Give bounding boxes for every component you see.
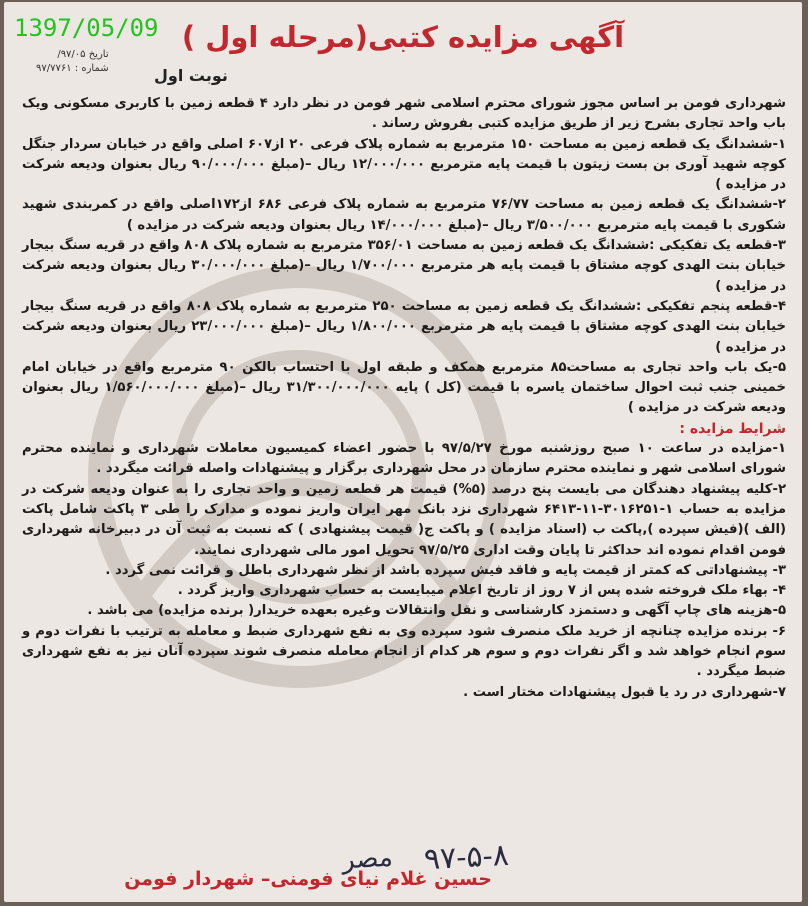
handwritten-note: مصر: [341, 842, 394, 876]
signature-line: حسین غلام نیای فومنی– شهردار فومن: [124, 868, 492, 890]
number-line: شماره : ۹۷/۷۷۶۱: [36, 63, 109, 74]
list-item: ۲-ششدانگ یک قطعه زمین به مساحت ۷۶/۷۷ مترمربع به شماره پلاک فرعی ۶۸۶ از۱۷۲اصلی واقع در کمربندی شهید شکوری با قیمت پایه مترمربع ۳/۵۰۰/۰۰۰ ریال –(مبلغ ۱۴/۰۰۰/۰۰۰ ریال بعنوان ودیعه شرکت در مزایده ): [22, 197, 786, 233]
reference-info: [36, 48, 109, 76]
list-item: ۱-ششدانگ یک قطعه زمین به مساحت ۱۵۰ مترمربع به شماره پلاک فرعی ۲۰ از۶۰۷ اصلی واقع در خیابان سردار جنگل کوچه شهید آوری بن بست زیتون با قیمت پایه مترمربع ۱۲/۰۰۰/۰۰۰ ریال –(مبلغ ۹۰/۰۰۰/۰۰۰ ریال بعنوان ودیعه شرکت در مزایده ): [22, 136, 786, 193]
conditions-heading: شرایط مزایده :: [679, 420, 786, 437]
condition-item: ۶- برنده مزایده چنانچه از خرید ملک منصرف شود سپرده وی به نفع شهرداری ضبط و معامله به ترتیب با نفرات دوم و سوم انجام خواهد شد و اگر نفرات دوم و سوم هر کدام از انجام معامله منصرف شوند سپرده آنان نیز به نفع شهرداری ضبط میگردد .: [22, 623, 786, 680]
intro-paragraph: شهرداری فومن بر اساس مجوز شورای محترم اسلامی شهر فومن در نظر دارد ۴ قطعه زمین با کاربری مسکونی ویک باب واحد تجاری بشرح زیر از طریق مزایده کتبی بفروش رساند .: [22, 96, 786, 132]
condition-item: ۵-هزینه های چاپ آگهی و دستمزد کارشناسی و نقل وانتقالات وغیره بعهده خریدار( برنده مزایده) می باشد .: [87, 603, 786, 619]
notice-body: [22, 94, 786, 703]
list-item: ۴-قطعه پنجم تفکیکی :ششدانگ یک قطعه زمین به مساحت ۲۵۰ مترمربع به شماره پلاک ۸۰۸ واقع در قریه سنگ بیجار خیابان بنت الهدی کوچه مشتاق با قیمت پایه هر مترمربع ۱/۸۰۰/۰۰۰ ریال –(مبلغ ۲۳/۰۰۰/۰۰۰ ریال بعنوان ودیعه شرکت در مزایده ): [22, 298, 786, 355]
handwritten-date: ۹۷-۵-۸: [423, 837, 510, 878]
condition-item: ۴- بهاء ملک فروخته شده پس از ۷ روز از تاریخ اعلام میبایست به حساب شهرداری واریز گردد .: [177, 583, 786, 599]
condition-item: ۳- پیشنهاداتی که کمتر از قیمت پایه و فاقد فیش سپرده باشد از نظر شهرداری باطل و قرائت نمی گردد .: [105, 562, 786, 578]
date-line: تاریخ ۹۷/۰۵/: [57, 49, 109, 60]
condition-item: ۷-شهرداری در رد یا قبول پیشنهادات مختار است .: [463, 684, 786, 700]
condition-item: ۱-مزایده در ساعت ۱۰ صبح روزشنبه مورخ ۹۷/۵/۲۷ با حضور اعضاء کمیسیون معاملات شهرداری و نماینده محترم شورای اسلامی شهر و نماینده محترم سازمان در محل شهرداری برگزار و پیشنهادات واصله قرائت میگردد .: [22, 441, 787, 477]
notice-paper: [4, 2, 802, 902]
list-item: ۳-قطعه یک تفکیکی :ششدانگ یک قطعه زمین به مساحت ۳۵۶/۰۱ مترمربع به شماره پلاک ۸۰۸ واقع در قریه سنگ بیجار خیابان بنت الهدی کوچه مشتاق با قیمت پایه هر مترمربع ۱/۷۰۰/۰۰۰ ریال –(مبلغ ۳۰/۰۰۰/۰۰۰ ریال بعنوان ودیعه شرکت در مزایده ): [22, 238, 786, 294]
list-item: ۵-یک باب واحد تجاری به مساحت۸۵ مترمربع همکف و طبقه اول با احتساب بالکن ۹۰ مترمربع واقع در خیابان امام خمینی جنب ثبت احوال ساختمان یاسره با قیمت (کل ) پایه ۳۱/۳۰۰/۰۰۰/۰۰۰ ریال –(مبلغ ۱/۵۶۰/۰۰۰/۰۰۰ ریال بعنوان ودیعه شرکت در مزایده ): [22, 359, 786, 416]
round-label: نوبت اول: [154, 66, 228, 85]
notice-title: آگهی مزایده کتبی(مرحله اول ): [181, 20, 625, 54]
condition-item: ۲-کلیه پیشنهاد دهندگان می بایست پنج درصد (۵%) قیمت هر قطعه زمین و واحد تجاری را به عنوان ودیعه شرکت در مزایده به حساب ۱-۳۰۱۶۲۵۱-۱۱-۶۴۱۳ شهرداری نزد بانک مهر ایران واریز نموده و مدارک را طی ۳ پاکت شامل پاکت (الف )(فیش سپرده ),پاکت ب (اسناد مزایده ) و پاکت ج( قیمت پیشنهادی ) که نسبت به ثبت آن در دبیرخانه شهرداری فومن اقدام نموده اند حداکثر تا پایان وقت اداری ۹۷/۵/۲۵ تحویل امور مالی شهرداری نمایند.: [22, 481, 787, 558]
photo-date-stamp: 1397/05/09: [14, 14, 159, 42]
